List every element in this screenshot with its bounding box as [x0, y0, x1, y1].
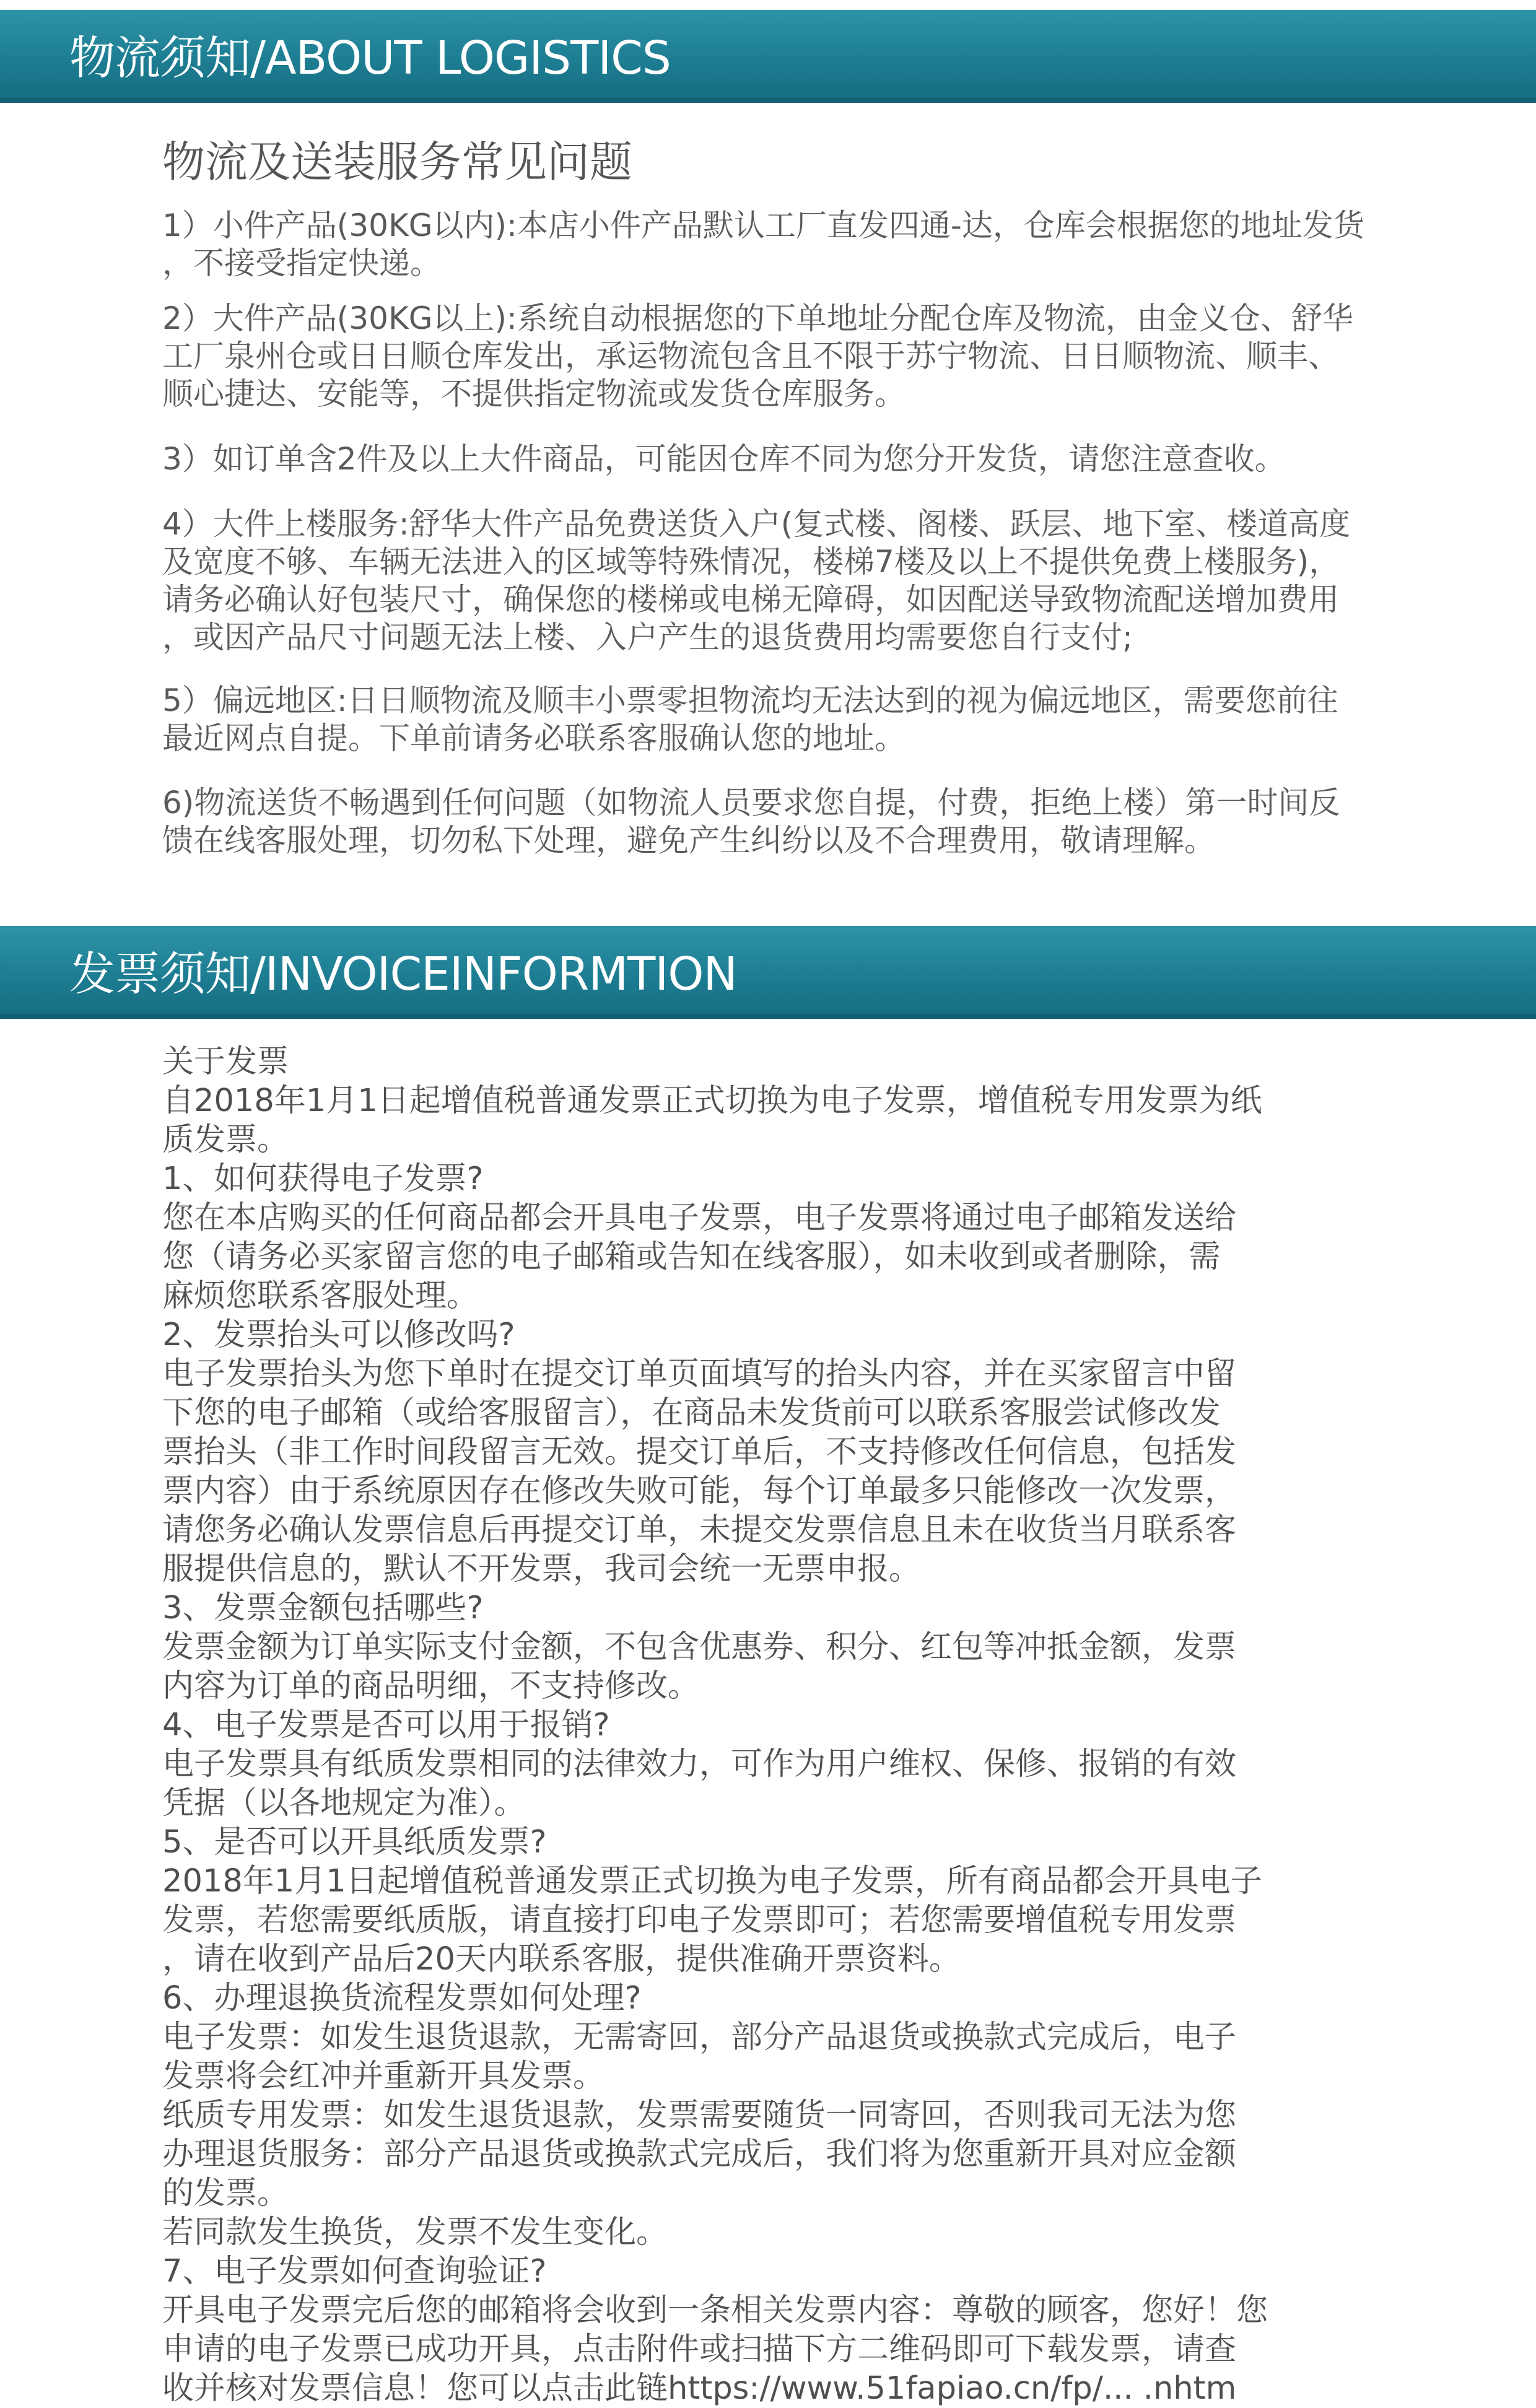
invoice-line: 5、是否可以开具纸质发票? [162, 1824, 547, 1861]
logistics-item-5-line: 5）偏远地区:日日顺物流及顺丰小票零担物流均无法达到的视为偏远地区，需要您前往 [162, 683, 1338, 718]
invoice-line: 申请的电子发票已成功开具，点击附件或扫描下方二维码即可下载发票，请查 [162, 2331, 1237, 2368]
logistics-item-4-line: 请务必确认好包装尺寸，确保您的楼梯或电梯无障碍，如因配送导致物流配送增加费用 [162, 582, 1339, 617]
logistics-item-4-line: 及宽度不够、车辆无法进入的区域等特殊情况，楼梯7楼及以上不提供免费上楼服务)， [162, 544, 1340, 580]
logistics-faq-heading: 物流及送装服务常见问题 [162, 137, 632, 187]
logistics-item-6-line: 6)物流送货不畅遇到任何问题（如物流人员要求您自提，付费，拒绝上楼）第一时间反 [162, 785, 1340, 821]
invoice-line: 6、办理退换货流程发票如何处理? [162, 1980, 642, 2017]
logistics-item-2 [162, 300, 1426, 413]
invoice-line: 自2018年1月1日起增值税普通发票正式切换为电子发票，增值税专用发票为纸 [162, 1083, 1262, 1119]
invoice-line: 7、电子发票如何查询验证? [162, 2253, 547, 2290]
invoice-line: 电子发票抬头为您下单时在提交订单页面填写的抬头内容，并在买家留言中留 [162, 1356, 1237, 1392]
invoice-line: 票内容）由于系统原因存在修改失败可能，每个订单最多只能修改一次发票， [162, 1473, 1237, 1509]
invoice-line: 若同款发生换货，发票不发生变化。 [162, 2214, 668, 2251]
invoice-line: 纸质专用发票：如发生退货退款，发票需要随货一同寄回，否则我司无法为您 [162, 2097, 1237, 2134]
invoice-line: 1、如何获得电子发票? [162, 1161, 484, 1197]
logistics-item-2-line: 2）大件产品(30KG以上):系统自动根据您的下单地址分配仓库及物流，由金义仓、舒华 [162, 300, 1353, 336]
invoice-line: 的发票。 [162, 2175, 289, 2212]
invoice-line: 票抬头（非工作时间段留言无效。提交订单后，不支持修改任何信息，包括发 [162, 1434, 1237, 1470]
logistics-item-5-line: 最近网点自提。下单前请务必联系客服确认您的地址。 [162, 720, 905, 756]
invoice-line: 请您务必确认发票信息后再提交订单，未提交发票信息且未在收货当月联系客 [162, 1512, 1237, 1548]
invoice-line: 您（请务必买家留言您的电子邮箱或告知在线客服），如未收到或者删除，需 [162, 1239, 1221, 1275]
invoice-line: 2、发票抬头可以修改吗? [162, 1317, 515, 1353]
logistics-item-1 [162, 207, 1426, 282]
logistics-item-1-line: ，不接受指定快递。 [162, 245, 441, 281]
logistics-item-2-line: 顺心捷达、安能等，不提供指定物流或发货仓库服务。 [162, 376, 905, 412]
invoice-line: 发票金额为订单实际支付金额，不包含优惠券、积分、红包等冲抵金额，发票 [162, 1629, 1237, 1665]
invoice-line: 3、发票金额包括哪些? [162, 1590, 484, 1626]
logistics-item-6-line: 馈在线客服处理，切勿私下处理，避免产生纠纷以及不合理费用，敬请理解。 [162, 822, 1215, 858]
logistics-item-3 [162, 440, 1426, 478]
logistics-banner [0, 10, 1536, 103]
invoice-line: 麻烦您联系客服处理。 [162, 1278, 479, 1314]
logistics-banner-title: 物流须知/ABOUT LOGISTICS [69, 32, 671, 85]
invoice-line: 发票，若您需要纸质版，请直接打印电子发票即可；若您需要增值税专用发票 [162, 1902, 1237, 1939]
logistics-item-3-line: 3）如订单含2件及以上大件商品，可能因仓库不同为您分开发货，请您注意查收。 [162, 441, 1286, 477]
invoice-banner-title: 发票须知/INVOICEINFORMTION [69, 948, 737, 1001]
invoice-line: 服提供信息的，默认不开发票，我司会统一无票申报。 [162, 1551, 921, 1587]
logistics-item-2-line: 工厂泉州仓或日日顺仓库发出，承运物流包含且不限于苏宁物流、日日顺物流、顺丰、 [162, 338, 1339, 374]
invoice-line: 2018年1月1日起增值税普通发票正式切换为电子发票，所有商品都会开具电子 [162, 1863, 1262, 1900]
logistics-item-4 [162, 505, 1426, 657]
logistics-item-4-line: 4）大件上楼服务:舒华大件产品免费送货入户(复式楼、阁楼、跃层、地下室、楼道高度 [162, 506, 1351, 542]
invoice-text-block [162, 1042, 1401, 2408]
invoice-line: 电子发票具有纸质发票相同的法律效力，可作为用户维权、保修、报销的有效 [162, 1746, 1237, 1782]
invoice-line: 开具电子发票完后您的邮箱将会收到一条相关发票内容：尊敬的顾客，您好！您 [162, 2292, 1268, 2329]
logistics-item-5 [162, 682, 1426, 757]
invoice-line: 4、电子发票是否可以用于报销? [162, 1707, 610, 1743]
invoice-line: 内容为订单的商品明细，不支持修改。 [162, 1668, 700, 1704]
logistics-item-4-line: ，或因产品尺寸问题无法上楼、入户产生的退货费用均需要您自行支付; [162, 619, 1133, 655]
invoice-line: 发票将会红冲并重新开具发票。 [162, 2058, 605, 2095]
invoice-line: 收并核对发票信息！您可以点击此链https://www.51fapiao.cn/fp/... .nhtm [162, 2370, 1237, 2407]
invoice-line: 凭据（以各地规定为准）。 [162, 1785, 526, 1821]
invoice-line: 您在本店购买的任何商品都会开具电子发票，电子发票将通过电子邮箱发送给 [162, 1200, 1237, 1236]
invoice-line: 办理退货服务：部分产品退货或换款式完成后，我们将为您重新开具对应金额 [162, 2136, 1237, 2173]
logistics-item-1-line: 1）小件产品(30KG以内):本店小件产品默认工厂直发四通-达，仓库会根据您的地址发货 [162, 207, 1364, 243]
invoice-line: ，请在收到产品后20天内联系客服，提供准确开票资料。 [162, 1941, 961, 1978]
logistics-item-6 [162, 784, 1426, 860]
invoice-line: 质发票。 [162, 1122, 289, 1158]
invoice-line: 电子发票：如发生退货退款，无需寄回，部分产品退货或换款式完成后，电子 [162, 2019, 1237, 2056]
invoice-banner [0, 926, 1536, 1019]
invoice-line: 下您的电子邮箱（或给客服留言），在商品未发货前可以联系客服尝试修改发 [162, 1395, 1221, 1431]
invoice-line: 关于发票 [162, 1044, 289, 1080]
